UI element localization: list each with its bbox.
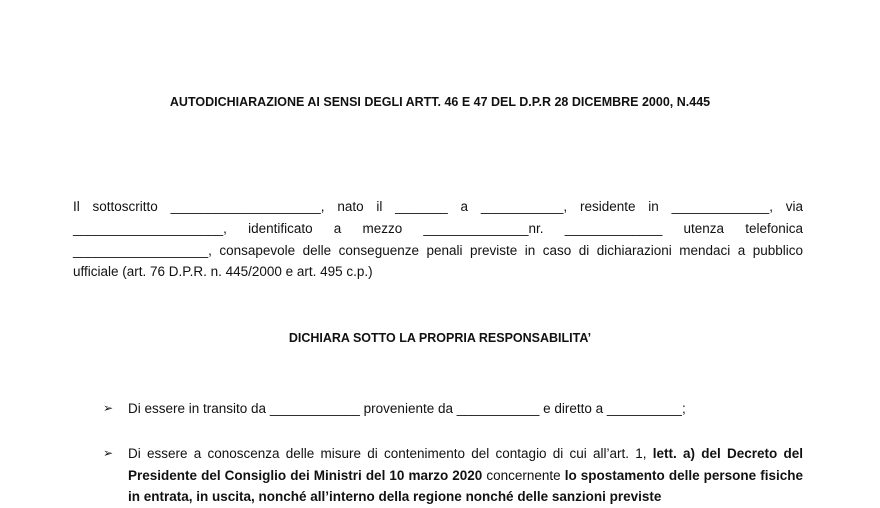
declaration-subtitle: DICHIARA SOTTO LA PROPRIA RESPONSABILITA’ — [288, 331, 592, 345]
text-segment: Di essere a conoscenza delle misure di contenimento del contagio di cui all’art. 1, — [128, 446, 653, 461]
text-segment: concernente — [482, 467, 565, 483]
arrow-bullet-icon: ➢ — [103, 401, 114, 415]
arrow-bullet-icon: ➢ — [103, 446, 114, 460]
document-title: AUTODICHIARAZIONE AI SENSI DEGLI ARTT. 46 E 47 DEL D.P.R 28 DICEMBRE 2000, N.445 — [169, 95, 711, 109]
declaration-paragraph: Il sottoscritto ____________________, nato il _______ a ___________, residente in _____________, via ____________________, identificato a mezzo ______________nr. _____________ utenza telefonica __________________, consapevole delle conseguenze penali previste in caso di dichiarazioni mendaci a pubblico ufficiale (art. 76 D.P.R. n. 445/2000 e art. 495 c.p.) — [73, 199, 803, 280]
list-item-text — [128, 443, 803, 508]
bold-text-segment: lett. a) del Decreto del Presidente del Consiglio dei Ministri del 10 marzo 2020 — [128, 446, 803, 483]
list-item — [103, 398, 803, 420]
list-item-text: Di essere in transito da ____________ proveniente da ___________ e diretto a __________; — [128, 401, 686, 416]
list-item — [103, 443, 803, 508]
bold-text-segment: lo spostamento delle persone fisiche in entrata, in uscita, nonché all’interno della regione nonché delle sanzioni previste — [128, 467, 803, 504]
